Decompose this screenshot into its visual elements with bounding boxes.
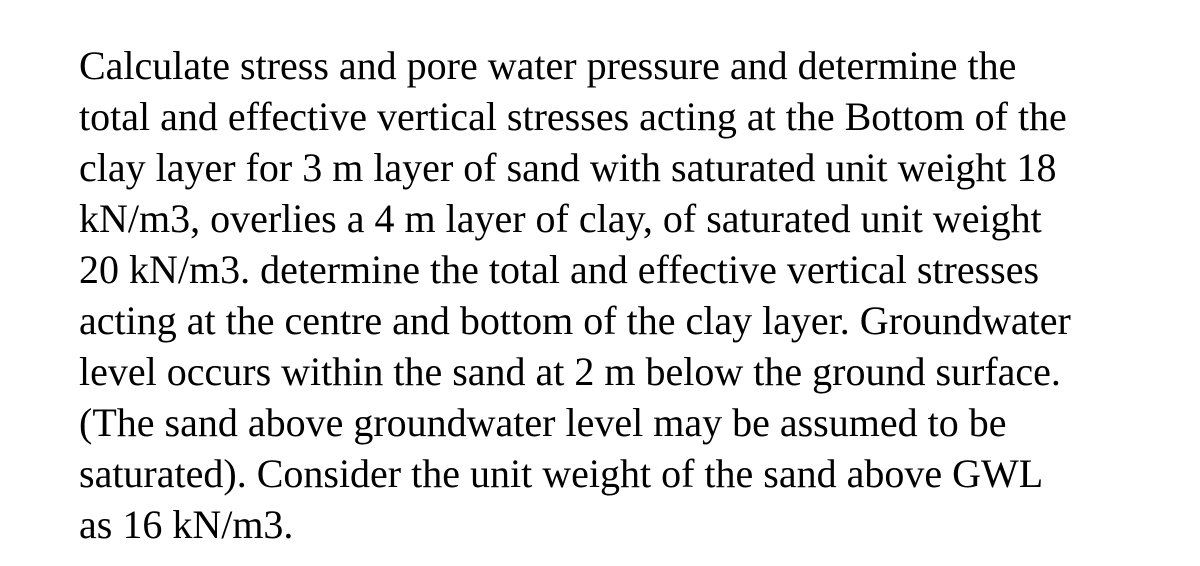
problem-line: (The sand above groundwater level may be assumed to be <box>79 400 1007 445</box>
problem-line: 20 kN/m3. determine the total and effective vertical stresses <box>79 247 1040 292</box>
problem-line: saturated). Consider the unit weight of the sand above GWL <box>79 451 1044 496</box>
problem-line: level occurs within the sand at 2 m below the ground surface. <box>79 349 1061 394</box>
problem-line: as 16 kN/m3. <box>79 502 294 547</box>
problem-line: Calculate stress and pore water pressure and determine the <box>79 43 1017 88</box>
problem-line: clay layer for 3 m layer of sand with saturated unit weight 18 <box>79 145 1057 190</box>
problem-line: kN/m3, overlies a 4 m layer of clay, of saturated unit weight <box>79 196 1042 241</box>
problem-statement <box>79 40 1179 550</box>
problem-line: acting at the centre and bottom of the clay layer. Groundwater <box>79 298 1071 343</box>
problem-line: total and effective vertical stresses acting at the Bottom of the <box>79 94 1067 139</box>
